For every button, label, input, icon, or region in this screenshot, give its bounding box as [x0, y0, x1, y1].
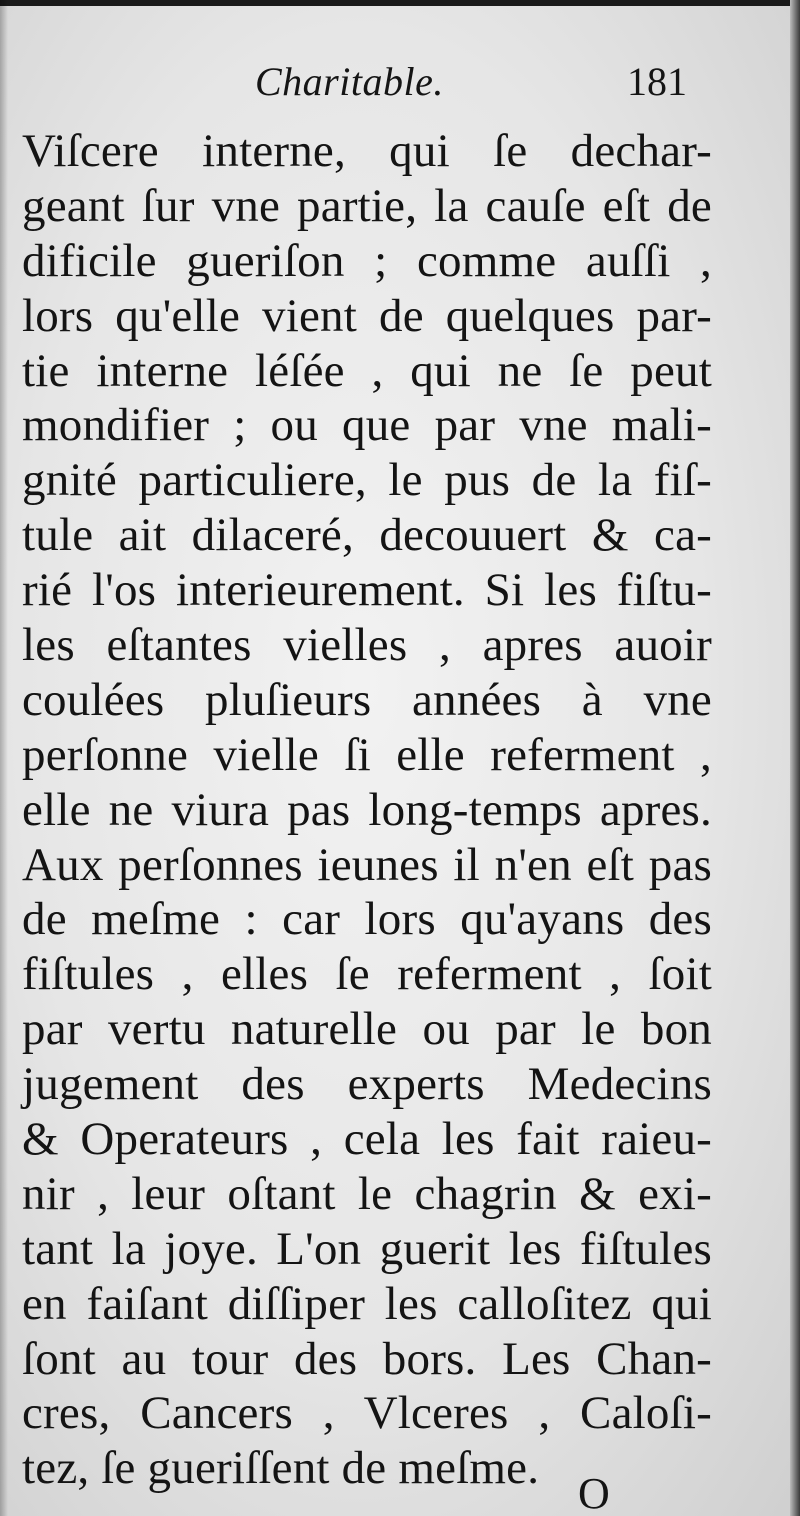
- text-line: lors qu'elle vient de quelques par-: [22, 289, 712, 342]
- page-top-shadow: [0, 0, 800, 6]
- text-line: coulées pluſieurs années à vne: [22, 673, 712, 726]
- text-line: ſont au tour des bors. Les Chan-: [22, 1332, 712, 1385]
- text-line: & Operateurs , cela les fait raieu-: [22, 1113, 712, 1166]
- text-line: par vertu naturelle ou par le bon: [22, 1003, 712, 1056]
- page-header: [0, 58, 800, 118]
- text-line: Aux perſonnes ieunes il n'en eſt pas: [22, 838, 712, 891]
- text-line: perſonne vielle ſi elle referment ,: [22, 728, 712, 781]
- running-title: Charitable.: [255, 59, 444, 104]
- text-line: Viſcere interne, qui ſe dechar-: [22, 125, 712, 177]
- text-line: cres, Cancers , Vlceres , Caloſi-: [22, 1387, 712, 1440]
- text-line: elle ne viura pas long-temps apres.: [22, 783, 712, 836]
- text-line: gnité particuliere, le pus de la fiſ-: [22, 454, 712, 507]
- text-line: dificile gueriſon ; comme auſſi ,: [22, 234, 712, 287]
- text-line: fiſtules , elles ſe referment , ſoit: [22, 948, 712, 1001]
- page-right-edge: [790, 0, 800, 1516]
- text-line: nir , leur oſtant le chagrin & exi-: [22, 1167, 712, 1220]
- text-line: en faiſant diſſiper les calloſitez qui: [22, 1277, 712, 1330]
- page-number: 181: [627, 59, 687, 104]
- text-line: les eſtantes vielles , apres auoir: [22, 619, 712, 672]
- text-line: rié l'os interieurement. Si les fiſtu-: [22, 564, 712, 617]
- text-line: tie interne léſée , qui ne ſe peut: [22, 344, 712, 397]
- text-line: tant la joye. L'on guerit les fiſtules: [22, 1222, 712, 1275]
- body-text: [22, 124, 712, 1496]
- text-line: de meſme : car lors qu'ayans des: [22, 893, 712, 946]
- page-left-shadow: [0, 0, 8, 1516]
- catchword: O: [578, 1469, 610, 1516]
- text-line: jugement des experts Medecins: [22, 1058, 712, 1111]
- text-line: geant ſur vne partie, la cauſe eſt de: [22, 179, 712, 232]
- text-line: mondifier ; ou que par vne mali-: [22, 399, 712, 452]
- text-line: tez, ſe gueriſſent de meſme.: [22, 1442, 540, 1495]
- text-line: tule ait dilaceré, decouuert & ca-: [22, 509, 712, 562]
